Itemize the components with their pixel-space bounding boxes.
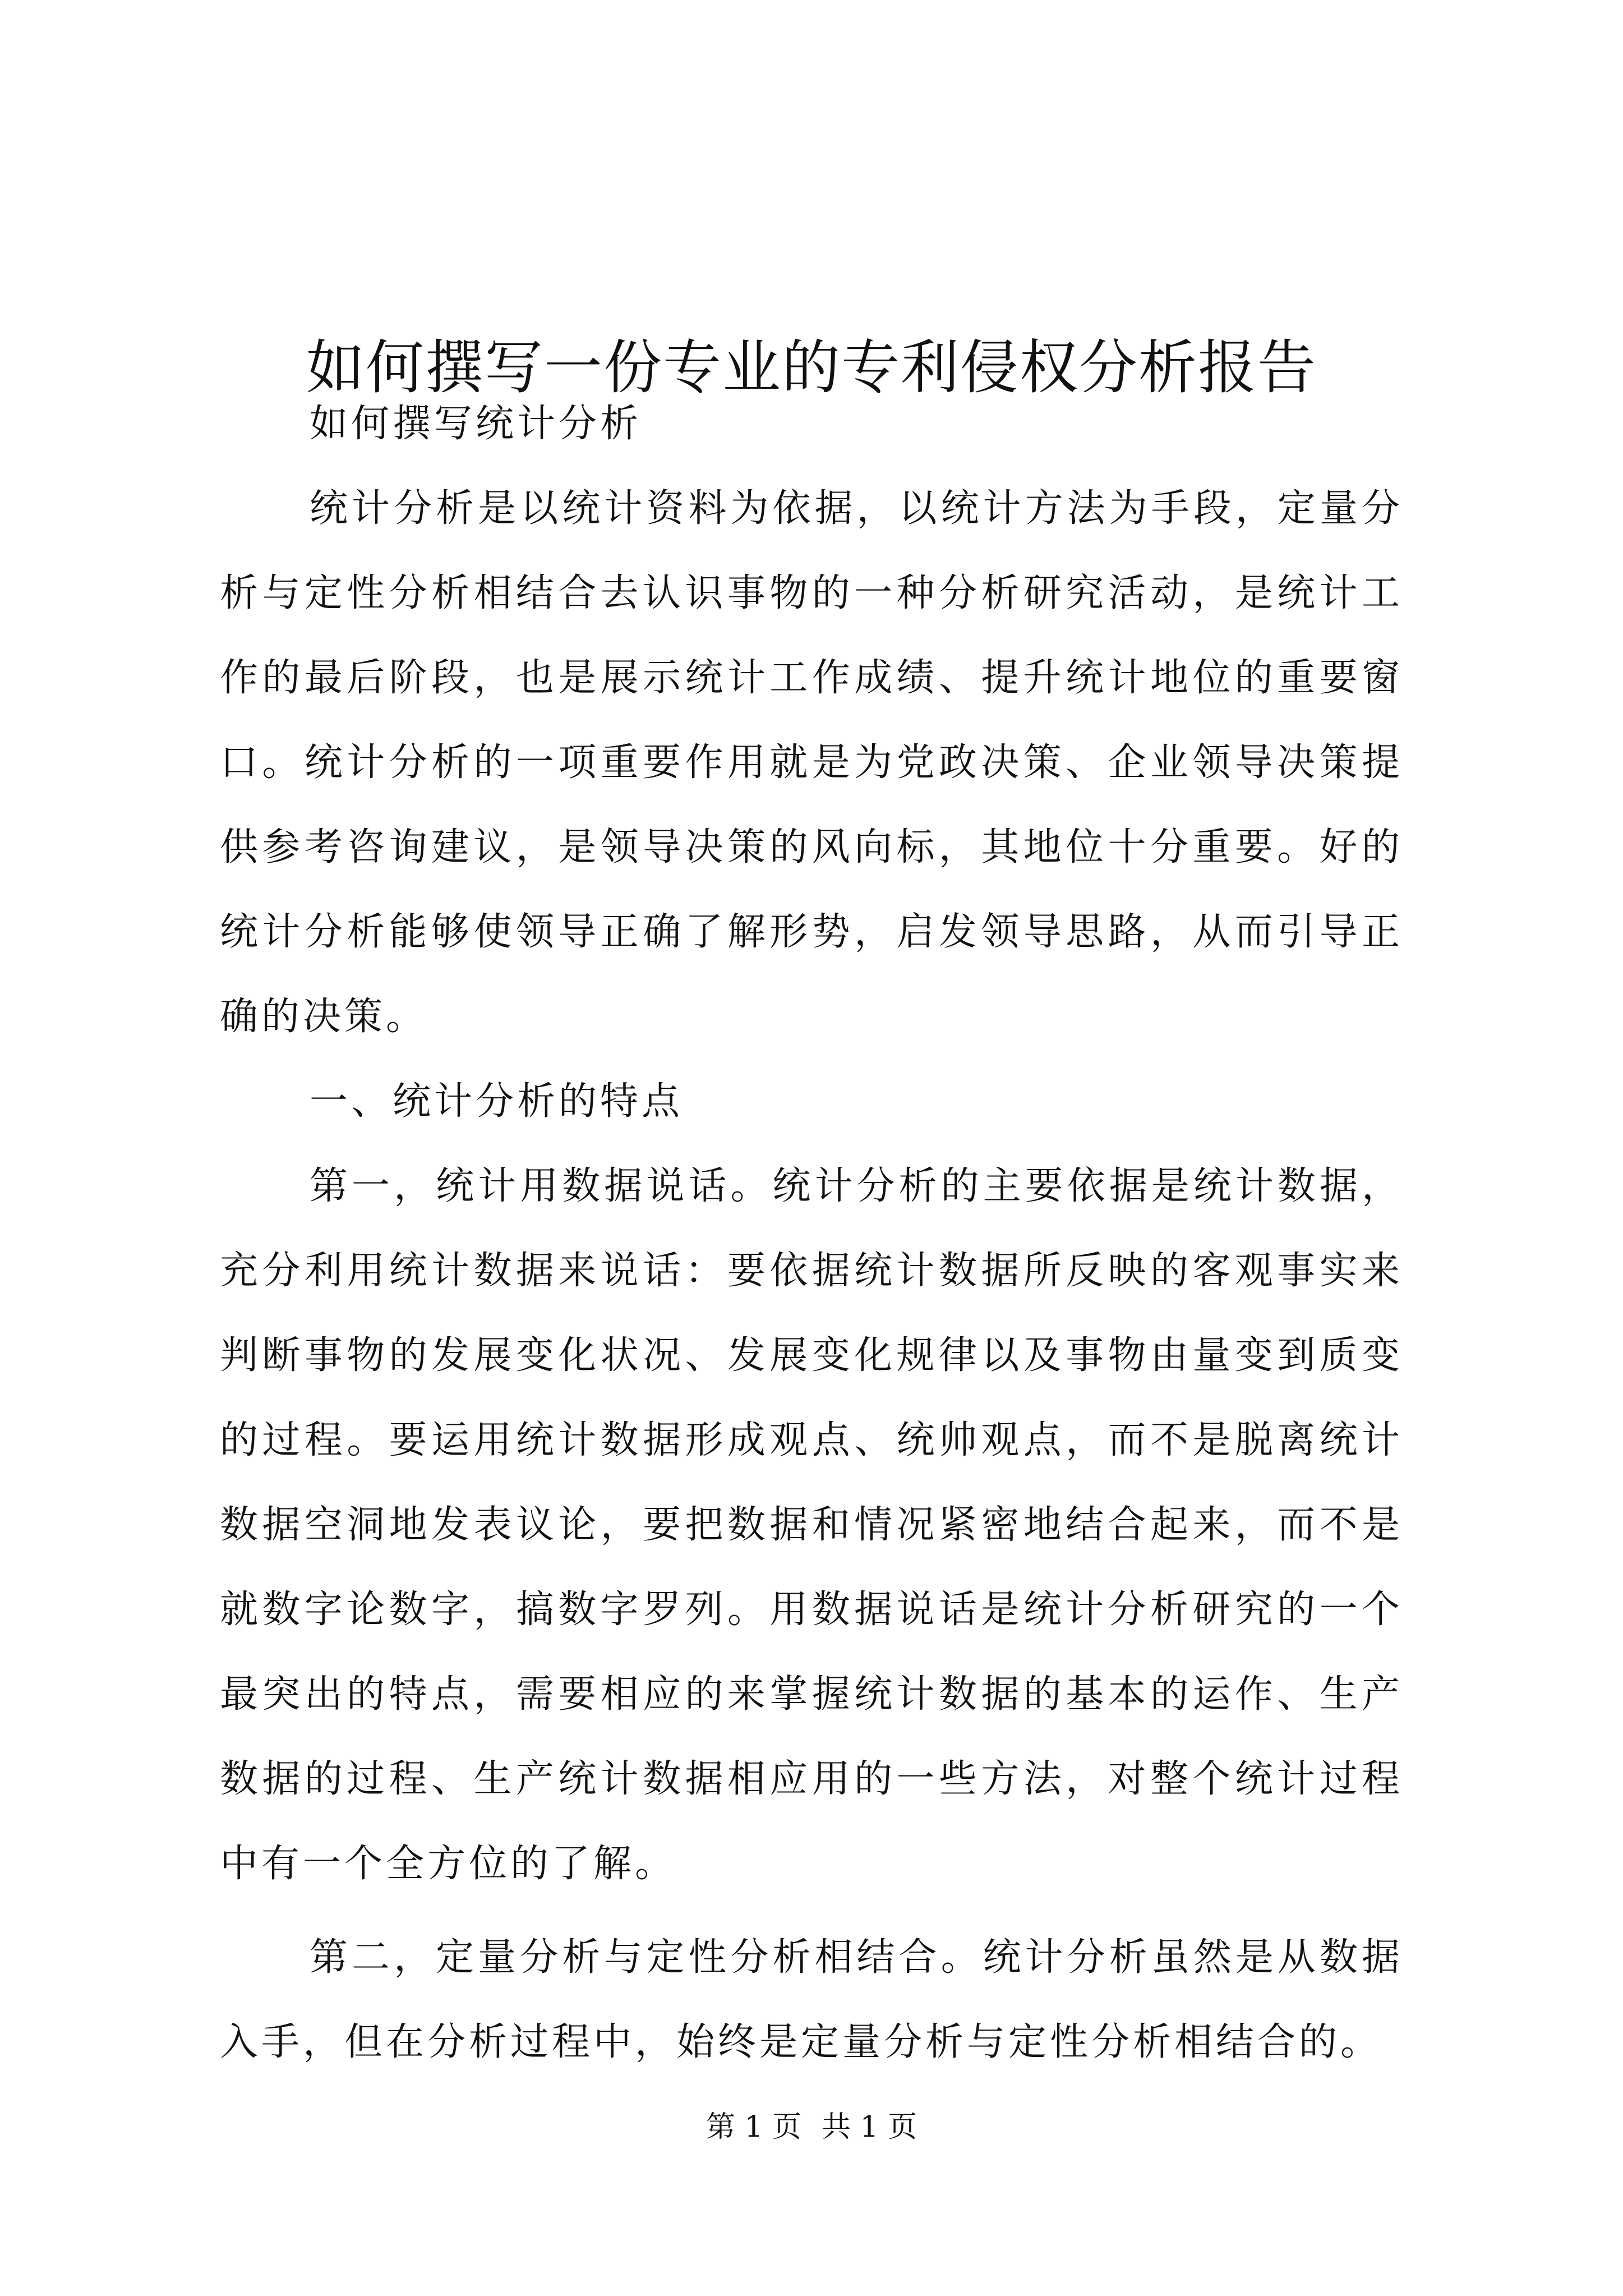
page-total: 共 1 页 (822, 2110, 917, 2144)
point-one-paragraph: 第一，统计用数据说话。统计分析的主要依据是统计数据，充分利用统计数据来说话：要依据统计数据所反映的客观事实来判断事物的发展变化状况、发展变化规律以及事物由量变到质变的过程。要运用统计数据形成观点、统帅观点，而不是脱离统计数据空洞地发表议论，要把数据和情况紧密地结合起来，而不是就数字论数字，搞数字罗列。用数据说话是统计分析研究的一个最突出的特点，需要相应的来掌握统计数据的基本的运作、生产数据的过程、生产统计数据相应用的一些方法，对整个统计过程中有一个全方位的了解。 (220, 1164, 1403, 1886)
document-title: 如何撰写一份专业的专利侵权分析报告 (306, 333, 1317, 402)
subtitle-paragraph: 如何撰写统计分析 (310, 402, 642, 446)
document-body (220, 381, 1403, 2085)
page-footer (0, 2105, 1623, 2150)
section-heading: 一、统计分析的特点 (310, 1079, 684, 1124)
page-number: 第 1 页 (706, 2110, 801, 2144)
intro-paragraph: 统计分析是以统计资料为依据，以统计方法为手段，定量分析与定性分析相结合去认识事物的一种分析研究活动，是统计工作的最后阶段，也是展示统计工作成绩、提升统计地位的重要窗口。统计分析的一项重要作用就是为党政决策、企业领导决策提供参考咨询建议，是领导决策的风向标，其地位十分重要。好的统计分析能够使领导正确了解形势，启发领导思路，从而引导正确的决策。 (220, 486, 1403, 1039)
point-two-paragraph: 第二，定量分析与定性分析相结合。统计分析虽然是从数据入手，但在分析过程中，始终是定量分析与定性分析相结合的。 (220, 1935, 1403, 2064)
